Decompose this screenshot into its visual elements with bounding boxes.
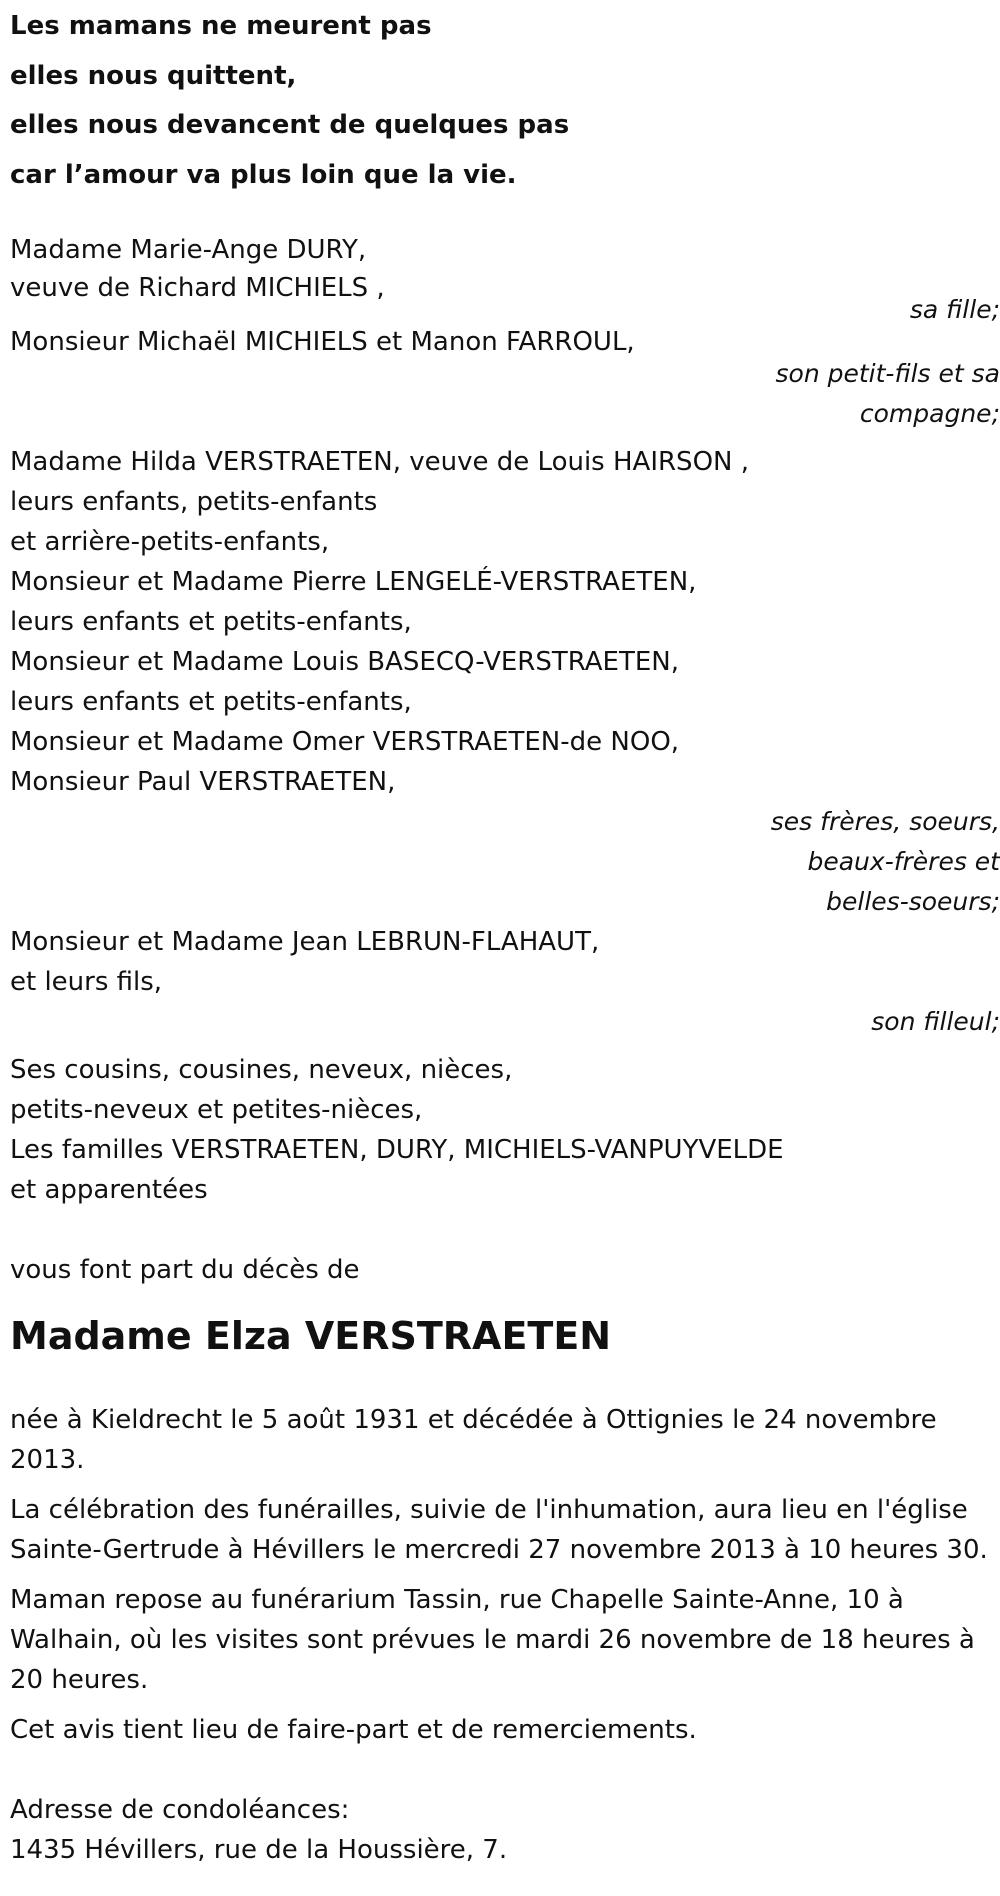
- poem-line: elles nous devancent de quelques pas: [10, 110, 570, 140]
- detail-paragraph: Maman repose au funérarium Tassin, rue Chapelle Sainte-Anne, 10 à Walhain, où les visites sont prévues le mardi 26 novembre de 18 heures à 20 heures.: [10, 1585, 975, 1695]
- family-line: veuve de Richard MICHIELS ,: [10, 273, 385, 303]
- role-line: beaux-frères et: [807, 847, 1000, 876]
- family-group: [10, 442, 1000, 922]
- role-line: son petit-fils et sa: [775, 359, 1000, 388]
- family-role: [10, 1002, 1000, 1042]
- poem-line: Les mamans ne meurent pas: [10, 11, 432, 41]
- poem-line: car l’amour va plus loin que la vie.: [10, 159, 517, 190]
- announcement: vous font part du décès de: [10, 1255, 360, 1285]
- condolences-label: Adresse de condoléances:: [10, 1795, 350, 1825]
- detail-paragraph: La célébration des funérailles, suivie de l'inhumation, aura lieu en l'église Sainte-Gertrude à Hévillers le mercredi 27 novembre 2013 à 10 heures 30.: [10, 1495, 988, 1565]
- family-line: leurs enfants et petits-enfants,: [10, 607, 412, 637]
- family-line: et arrière-petits-enfants,: [10, 527, 330, 557]
- family-role: [10, 802, 1000, 922]
- family-line: leurs enfants, petits-enfants: [10, 487, 378, 517]
- role-line: sa fille;: [909, 295, 1000, 324]
- relatives-line: Les familles VERSTRAETEN, DURY, MICHIELS-VANPUYVELDE: [10, 1135, 784, 1165]
- family-line: Monsieur et Madame Pierre LENGELÉ-VERSTRAETEN,: [10, 567, 697, 597]
- family-line: Monsieur Michaël MICHIELS et Manon FARROUL,: [10, 327, 635, 357]
- role-line: compagne;: [859, 399, 1000, 428]
- relatives-line: Ses cousins, cousines, neveux, nièces,: [10, 1055, 513, 1085]
- family-line: Monsieur et Madame Omer VERSTRAETEN-de NOO,: [10, 727, 680, 757]
- role-line: ses frères, soeurs,: [770, 807, 1000, 836]
- family-group: [10, 322, 1000, 434]
- family-group: [10, 922, 1000, 1042]
- family-role: [10, 354, 1000, 434]
- relatives: [10, 1050, 1000, 1210]
- family-line: Madame Hilda VERSTRAETEN, veuve de Louis HAIRSON ,: [10, 447, 750, 477]
- condolences: [10, 1790, 1000, 1870]
- obituary-content: [10, 0, 1000, 1870]
- family-group: [10, 230, 1000, 330]
- family-line: leurs enfants et petits-enfants,: [10, 687, 412, 717]
- family-line: Monsieur Paul VERSTRAETEN,: [10, 767, 396, 797]
- family-line: et leurs fils,: [10, 967, 163, 997]
- condolences-address: 1435 Hévillers, rue de la Houssière, 7.: [10, 1835, 508, 1865]
- poem-line: elles nous quittent,: [10, 60, 297, 91]
- family-line: Madame Marie-Ange DURY,: [10, 235, 367, 265]
- role-line: son filleul;: [871, 1007, 1000, 1036]
- deceased-name: Madame Elza VERSTRAETEN: [10, 1314, 612, 1358]
- relatives-line: et apparentées: [10, 1175, 208, 1205]
- family-line: Monsieur et Madame Louis BASECQ-VERSTRAETEN,: [10, 647, 679, 677]
- detail-paragraph: Cet avis tient lieu de faire-part et de remerciements.: [10, 1715, 697, 1745]
- detail-paragraph: née à Kieldrecht le 5 août 1931 et décédée à Ottignies le 24 novembre 2013.: [10, 1405, 937, 1475]
- family-line: Monsieur et Madame Jean LEBRUN-FLAHAUT,: [10, 927, 600, 957]
- role-line: belles-soeurs;: [826, 887, 1000, 916]
- relatives-line: petits-neveux et petites-nièces,: [10, 1095, 423, 1125]
- poem: [10, 0, 1000, 200]
- details: [10, 1400, 1000, 1750]
